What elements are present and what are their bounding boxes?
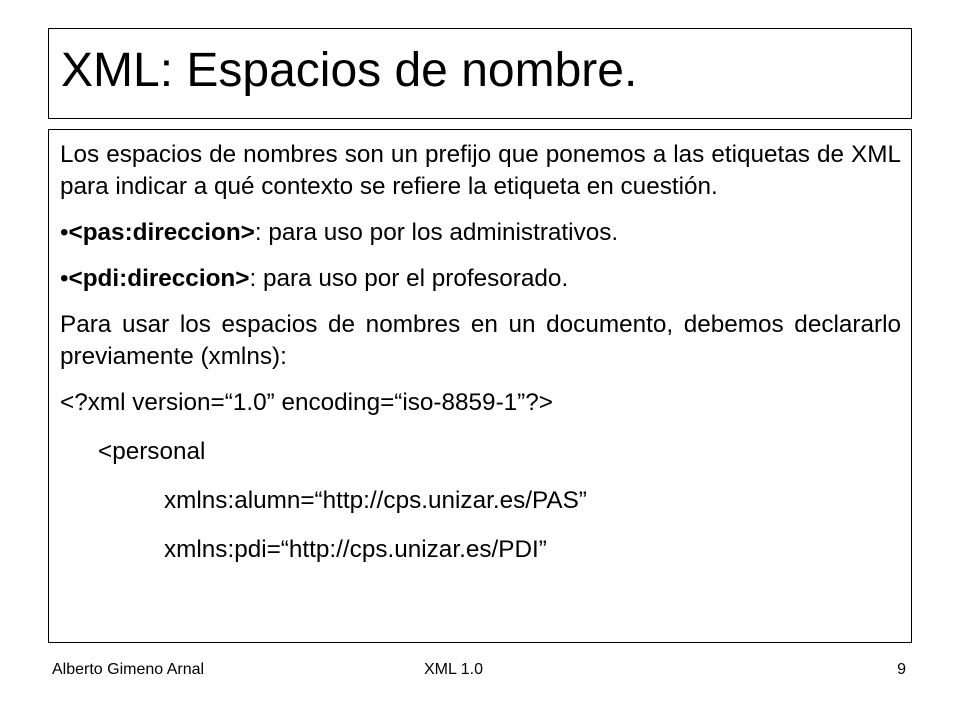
- bullet-tag: <pdi:direccion>: [68, 265, 250, 292]
- bullet-marker: •: [60, 265, 69, 292]
- intro-paragraph: Los espacios de nombres son un prefijo que ponemos a las etiquetas de XML para indicar a qué contexto se refiere la etiqueta en cuestión.: [60, 141, 901, 200]
- bullet-tag: <pas:direccion>: [68, 219, 255, 246]
- bullet-marker: •: [60, 219, 69, 246]
- footer-author: Alberto Gimeno Arnal: [52, 661, 205, 678]
- usage-paragraph: Para usar los espacios de nombres en un documento, debemos declararlo previamente (xmlns):: [60, 311, 901, 370]
- bullet-text: : para uso por el profesorado.: [249, 265, 569, 292]
- footer-topic: XML 1.0: [424, 661, 483, 678]
- bullet-text: : para uso por los administrativos.: [254, 219, 619, 246]
- code-line-xmlns-alumn: xmlns:alumn=“http://cps.unizar.es/PAS”: [164, 487, 587, 514]
- bullet-item-pdi: [60, 263, 901, 295]
- code-line-xmlns-pdi: xmlns:pdi=“http://cps.unizar.es/PDI”: [164, 536, 547, 563]
- footer-page-number: 9: [897, 661, 906, 678]
- bullet-item-pas: [60, 217, 901, 249]
- slide-title-box: [48, 28, 912, 119]
- code-line-xml-declaration: <?xml version=“1.0” encoding=“iso-8859-1”?>: [60, 389, 553, 416]
- code-line-personal: <personal: [98, 438, 206, 465]
- slide-title: XML: Espacios de nombre.: [61, 44, 638, 97]
- slide-body: [48, 129, 912, 643]
